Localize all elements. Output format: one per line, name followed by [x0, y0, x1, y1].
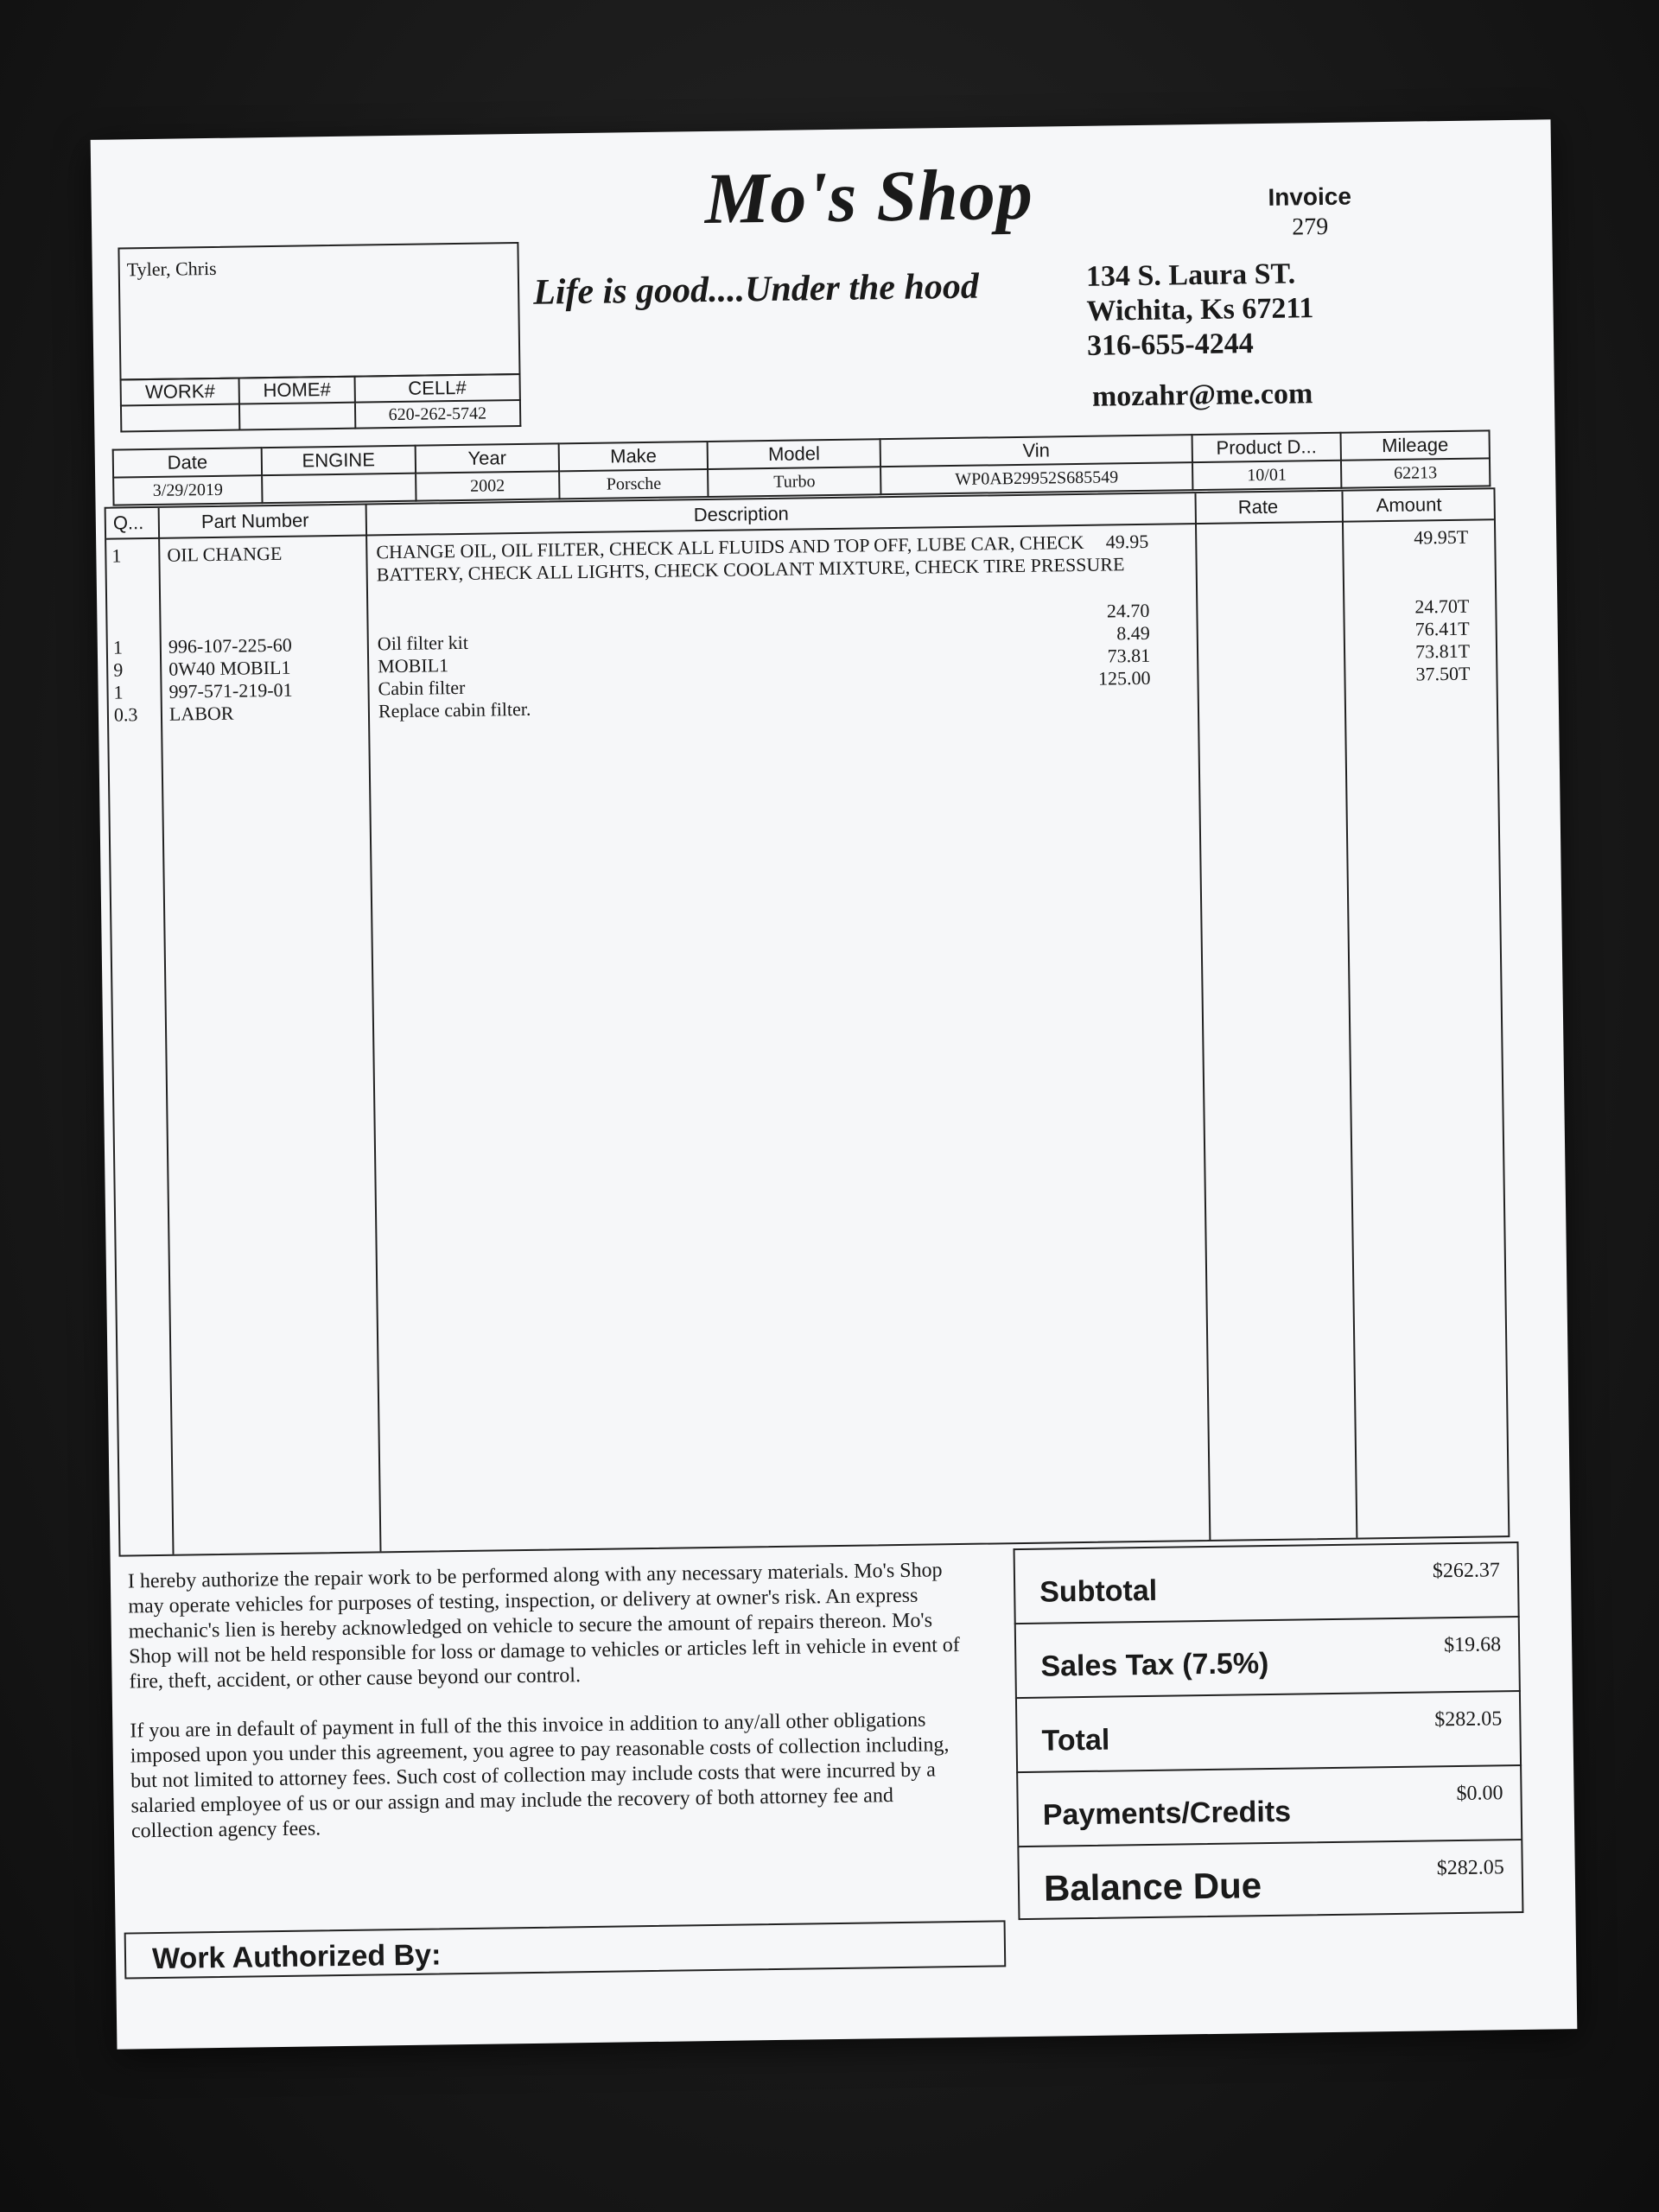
vehicle-year: 2002	[416, 471, 560, 500]
row-amount: 76.41T	[1414, 617, 1470, 640]
invoice-paper	[91, 119, 1578, 2049]
line-items-table	[105, 487, 1510, 1556]
row-amount: 37.50T	[1415, 662, 1471, 685]
shop-address	[1086, 257, 1315, 364]
payments-value: $0.00	[1456, 1782, 1503, 1806]
cell-phone: 620-262-5742	[354, 400, 520, 429]
row-desc: CHANGE OIL, OIL FILTER, CHECK ALL FLUIDS AND TOP OFF, LUBE CAR, CHECK BATTERY, CHECK ALL LIGHTS, CHECK COOLANT MIXTURE, CHECK TIRE PRESSURE	[376, 531, 1125, 586]
row-part: 997-571-219-01	[168, 678, 293, 702]
shop-phone: 316-655-4244	[1086, 327, 1254, 362]
work-authorized-by: Work Authorized By:	[124, 1920, 1007, 1979]
vehicle-header: Model	[708, 439, 880, 469]
row-part: OIL CHANGE	[167, 542, 283, 566]
row-rate: 49.95	[1105, 530, 1149, 553]
table-row	[107, 594, 1495, 622]
vehicle-header: Product D...	[1192, 433, 1340, 462]
address-line-1: 134 S. Laura ST.	[1085, 257, 1296, 293]
terms-default: If you are in default of payment in full of the this invoice in addition to any/all other obligations imposed upon you under this agreement, you agree to pay reasonable costs of collection including, but not limited to attorney fees. Such cost of collection may include costs that were incurred by a salaried employee of us or our assign and may include the recovery of both attorney fee and collection agency fees.	[130, 1708, 950, 1843]
amount-header: Amount	[1376, 493, 1442, 517]
row-part: 996-107-225-60	[168, 633, 292, 658]
invoice-number: 279	[1291, 213, 1329, 241]
row-amount: 24.70T	[1414, 594, 1470, 618]
invoice-label: Invoice	[1268, 182, 1352, 211]
sales-tax-label: Sales Tax (7.5%)	[1040, 1647, 1269, 1683]
totals-box	[1014, 1541, 1524, 1920]
vehicle-header: ENGINE	[262, 446, 416, 475]
sales-tax-value: $19.68	[1443, 1633, 1502, 1657]
subtotal-label: Subtotal	[1039, 1573, 1158, 1609]
vehicle-header: Make	[559, 442, 708, 471]
row-part: 0W40 MOBIL1	[168, 656, 291, 680]
home-phone-header: HOME#	[239, 377, 355, 404]
terms-authorization: I hereby authorize the repair work to be performed along with any necessary materials. Mo's Shop may operate vehicles for purposes of testing, inspection, or delivery at owner's risk. An express mechanic's lien is hereby acknowledged on vehicle to secure the amount of repairs thereon. Mo's Shop will not be held responsible for loss or damage to vehicles or articles left in vehicle in event of fire, theft, accident, or other cause beyond our control.	[127, 1559, 961, 1694]
row-qty: 9	[113, 658, 124, 681]
row-desc: Oil filter kit	[377, 631, 469, 655]
row-part: LABOR	[168, 702, 234, 725]
vehicle-header: Year	[415, 443, 559, 473]
rate-header: Rate	[1237, 495, 1279, 518]
shop-tagline: Life is good....Under the hood	[532, 266, 980, 313]
qty-header: Q...	[112, 512, 144, 534]
part-number-header: Part Number	[200, 509, 309, 533]
total-row	[1015, 1690, 1522, 1771]
vehicle-product-date: 10/01	[1192, 461, 1341, 490]
vehicle-mileage: 62213	[1341, 458, 1491, 487]
row-qty: 1	[113, 681, 124, 703]
total-label: Total	[1041, 1723, 1110, 1758]
subtotal-row	[1014, 1541, 1520, 1623]
row-rate: 125.00	[1097, 666, 1151, 690]
work-phone	[121, 404, 240, 432]
vehicle-vin: WP0AB29952S685549	[880, 462, 1192, 494]
vehicle-date: 3/29/2019	[113, 475, 262, 505]
row-qty: 1	[112, 636, 124, 658]
vehicle-header: Vin	[880, 435, 1192, 467]
vehicle-make: Porsche	[559, 469, 708, 499]
sales-tax-row	[1014, 1616, 1521, 1697]
payments-label: Payments/Credits	[1042, 1795, 1292, 1832]
row-rate: 8.49	[1116, 621, 1150, 645]
shop-email: mozahr@me.com	[1091, 378, 1313, 413]
total-value: $282.05	[1434, 1707, 1503, 1732]
shop-name: Mo's Shop	[703, 154, 1034, 239]
description-header: Description	[693, 502, 789, 526]
vehicle-model: Turbo	[708, 467, 880, 497]
row-rate: 73.81	[1107, 644, 1151, 667]
vehicle-header: Mileage	[1340, 430, 1490, 460]
balance-due-value: $282.05	[1436, 1856, 1504, 1880]
customer-name: Tyler, Chris	[126, 257, 217, 281]
row-amount: 49.95T	[1414, 525, 1469, 549]
vehicle-header: Date	[113, 448, 262, 477]
balance-due-row	[1017, 1839, 1523, 1920]
customer-phones	[120, 373, 522, 432]
row-desc: Replace cabin filter.	[378, 697, 531, 722]
vehicle-engine	[262, 474, 416, 503]
table-row	[109, 684, 1497, 726]
row-qty: 0.3	[113, 703, 138, 726]
balance-due-label: Balance Due	[1043, 1865, 1262, 1909]
row-amount: 73.81T	[1414, 639, 1471, 663]
row-desc: Cabin filter	[378, 676, 466, 700]
subtotal-value: $262.37	[1432, 1559, 1501, 1583]
row-qty: 1	[111, 544, 122, 567]
work-phone-header: WORK#	[121, 378, 240, 406]
address-line-2: Wichita, Ks 67211	[1086, 292, 1314, 327]
payments-row	[1016, 1764, 1522, 1846]
row-rate: 24.70	[1106, 599, 1150, 622]
terms-text	[128, 1558, 979, 1869]
row-desc: MOBIL1	[378, 654, 449, 677]
table-row	[108, 662, 1496, 703]
cell-phone-header: CELL#	[354, 374, 520, 403]
home-phone	[239, 403, 355, 430]
